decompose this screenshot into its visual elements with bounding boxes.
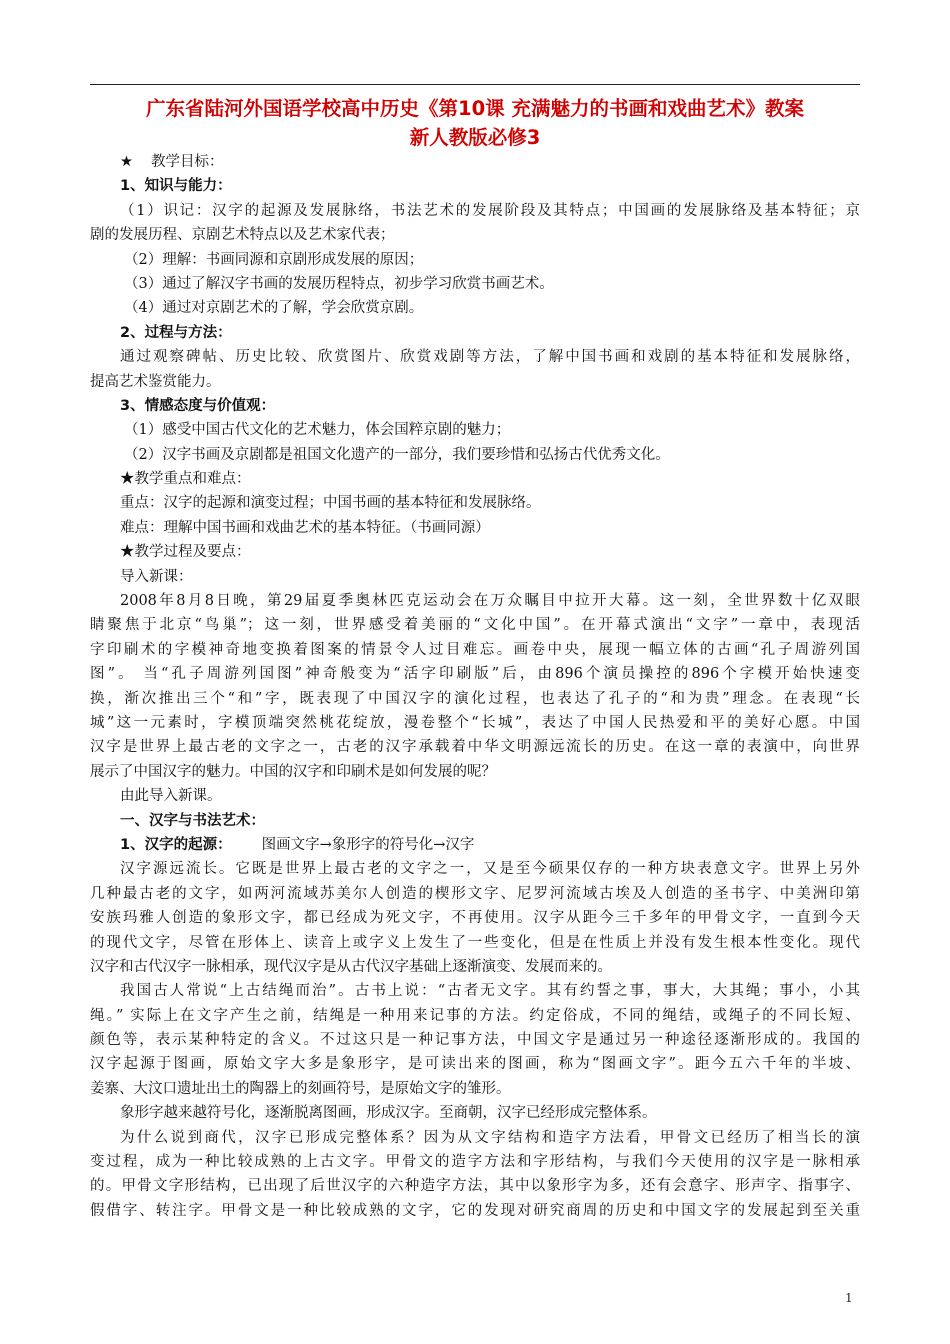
heading-knowledge: 1、知识与能力： bbox=[120, 178, 232, 195]
paragraph-line: （4）通过对京剧艺术的了解，学会欣赏京剧。 bbox=[124, 300, 424, 317]
paragraph-line: 的。甲骨文字形结构，已出现了后世汉字的六种造字方法，其中以象形字为多，还有会意字、形声字、指事字、 bbox=[90, 1178, 860, 1195]
paragraph-line: 姜寨、大汶口遗址出土的陶器上的刻画符号，是原始文字的雏形。 bbox=[90, 1080, 511, 1097]
origin-sequence: 图画文字→象形字的符号化→汉字 bbox=[261, 836, 475, 853]
heading-teaching-goals bbox=[90, 150, 860, 174]
paragraph-line: 汉字源远流长。它既是世界上最古老的文字之一，又是至今硕果仅存的一种方块表意文字。世界上另外 bbox=[120, 861, 860, 878]
heading-process-method: 2、过程与方法： bbox=[120, 324, 232, 341]
heading-origin bbox=[90, 833, 860, 857]
paragraph-line: （2）理解：书画同源和京剧形成发展的原因； bbox=[124, 251, 424, 268]
paragraph-line: （1）识记：汉字的起源及发展脉络，书法艺术的发展阶段及其特点；中国画的发展脉络及基本特征；京 bbox=[120, 202, 860, 219]
paragraph-line: 2008年8月8日晚，第29届夏季奥林匹克运动会在万众瞩目中拉开大幕。这一刻，全世界数十亿双眼 bbox=[120, 593, 860, 610]
star-icon: ★ bbox=[120, 154, 133, 170]
heading-emotion-values: 3、情感态度与价值观： bbox=[120, 397, 276, 414]
paragraph-line: 图”。 当“孔子周游列国图”神奇般变为“活字印刷版”后，由896个演员操控的896个字模开始快速变 bbox=[90, 666, 860, 683]
paragraph-line: 汉字是世界上最古老的文字之一，古老的汉字承载着中华文明源远流长的历史。在这一章的表演中，向世界 bbox=[90, 739, 860, 756]
paragraph-line: 城”这一元素时，字模顶端突然桃花绽放，漫卷整个“长城”，表达了中国人民热爱和平的美好心愿。中国 bbox=[90, 714, 860, 731]
paragraph-line: 字印刷术的字模神奇地变换着图案的情景令人过目难忘。画卷中央，展现一幅立体的古画“孔子周游列国 bbox=[90, 641, 860, 658]
paragraph-line: 安族玛雅人创造的象形文字，都已经成为死文字，不再使用。汉字从距今三千多年的甲骨文字，一直到今天 bbox=[90, 910, 860, 927]
top-rule bbox=[90, 84, 860, 85]
paragraph-line: 提高艺术鉴赏能力。 bbox=[90, 373, 221, 390]
document-title bbox=[90, 94, 860, 152]
paragraph-line: （3）通过了解汉字书画的发展历程特点，初步学习欣赏书画艺术。 bbox=[124, 275, 554, 292]
paragraph-line: 睛聚焦于北京“鸟巢”；这一刻，世界感受着美丽的“文化中国”。在开幕式演出“文字”一章中，表现活 bbox=[90, 617, 860, 634]
paragraph-line: 汉字起源于图画，原始文字大多是象形字，是可读出来的图画，称为“图画文字”。距今五六千年的半坡、 bbox=[90, 1056, 860, 1073]
paragraph-line: 绳。” 实际上在文字产生之前，结绳是一种用来记事的方法。约定俗成，不同的绳结，或绳子的不同长短、 bbox=[90, 1007, 860, 1024]
paragraph-line: 导入新课： bbox=[120, 568, 193, 585]
heading-text: 教学目标： bbox=[151, 154, 224, 170]
paragraph-line: 为什么说到商代，汉字已形成完整体系？因为从文字结构和造字方法看，甲骨文已经历了相当长的演 bbox=[120, 1129, 860, 1146]
paragraph-line: 展示了中国汉字的魅力。中国的汉字和印刷术是如何发展的呢？ bbox=[90, 763, 496, 780]
paragraph-line: 由此导入新课。 bbox=[120, 788, 222, 805]
document-body bbox=[90, 150, 860, 1223]
title-line-1: 广东省陆河外国语学校高中历史《第10课 充满魅力的书画和戏曲艺术》教案 bbox=[146, 97, 804, 120]
paragraph-line: （2）汉字书画及京剧都是祖国文化遗产的一部分，我们要珍惜和弘扬古代优秀文化。 bbox=[124, 446, 670, 463]
paragraph-line: 换，渐次推出三个“和”字，既表现了中国汉字的演化过程，也表达了孔子的“和为贵”理念。在表现“长 bbox=[90, 690, 860, 707]
paragraph-line: 变过程，成为一种比较成熟的上古文字。甲骨文的造字方法和字形结构，与我们今天使用的汉字是一脉相承 bbox=[90, 1154, 860, 1171]
heading-teaching-process: ★教学过程及要点： bbox=[120, 544, 251, 561]
paragraph-line: 难点：理解中国书画和戏曲艺术的基本特征。（书画同源） bbox=[120, 519, 490, 536]
heading-section-one: 一、汉字与书法艺术： bbox=[120, 812, 265, 829]
paragraph-line: 的现代文字，尽管在形体上、读音上或字义上发生了一些变化，但是在性质上并没有发生根本性变化。现代 bbox=[90, 934, 860, 951]
paragraph-line: 重点：汉字的起源和演变过程；中国书画的基本特征和发展脉络。 bbox=[120, 495, 541, 512]
paragraph-line: 通过观察碑帖、历史比较、欣赏图片、欣赏戏剧等方法，了解中国书画和戏剧的基本特征和发展脉络， bbox=[120, 349, 860, 366]
paragraph-line: （1）感受中国古代文化的艺术魅力，体会国粹京剧的魅力； bbox=[124, 422, 511, 439]
title-line-2: 新人教版必修3 bbox=[409, 126, 541, 149]
origin-label: 1、汉字的起源： bbox=[120, 836, 232, 853]
paragraph-line: 我国古人常说“上古结绳而治”。古书上说：“古者无文字。其有约誓之事，事大，大其绳；事小，小其 bbox=[120, 983, 860, 1000]
heading-key-points: ★教学重点和难点： bbox=[120, 471, 251, 488]
paragraph-line: 象形字越来越符号化，逐渐脱离图画，形成汉字。至商朝，汉字已经形成完整体系。 bbox=[120, 1105, 657, 1122]
paragraph-line: 汉字和古代汉字一脉相承，现代汉字是从古代汉字基础上逐渐演变、发展而来的。 bbox=[90, 958, 612, 975]
paragraph-line: 颜色等，表示某种特定的含义。不过这只是一种记事方法，中国文字是通过另一种途径逐渐形成的。我国的 bbox=[90, 1032, 860, 1049]
paragraph-line: 剧的发展历程、京剧艺术特点以及艺术家代表； bbox=[90, 227, 395, 244]
paragraph-line: 几种最古老的文字，如两河流域苏美尔人创造的楔形文字、尼罗河流域古埃及人创造的圣书字、中美洲印第 bbox=[90, 885, 860, 902]
paragraph-line: 假借字、转注字。甲骨文是一种比较成熟的文字，它的发现对研究商周的历史和中国文字的发展起到至关重 bbox=[90, 1202, 860, 1219]
page-number: 1 bbox=[845, 1291, 853, 1305]
